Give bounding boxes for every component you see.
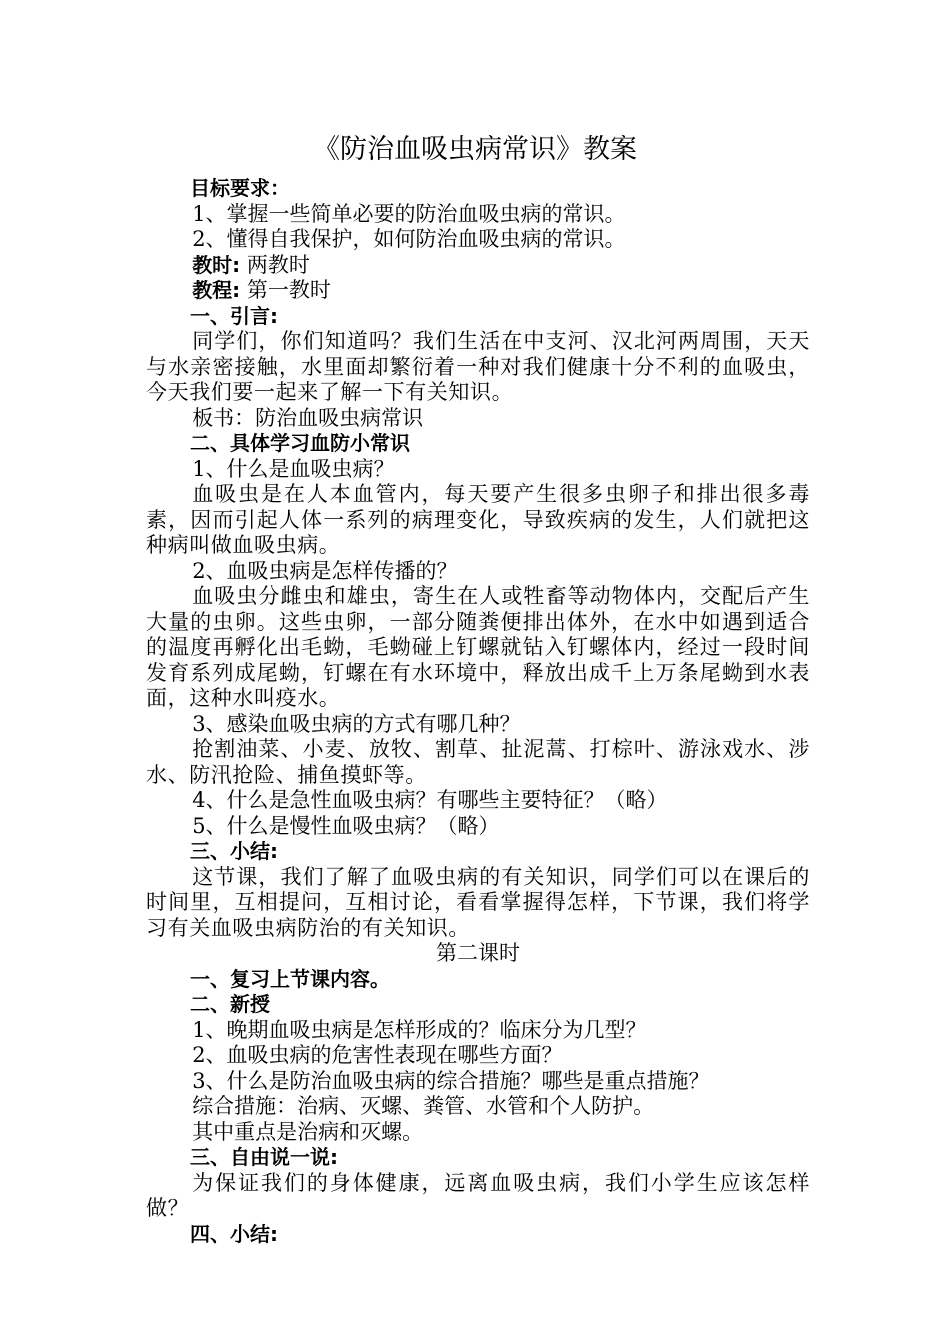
section-intro-paragraph: 同学们，你们知道吗？我们生活在中支河、汉北河两周围，天天与水亲密接触，水里面却繁衍着一种对我们健康十分不利的血吸虫，今天我们要一起来了解一下有关知识。 [146,329,810,404]
goal-item-2: 2、懂得自我保护，如何防治血吸虫病的常识。 [192,227,626,251]
teaching-process-value: 第一教时 [246,278,331,302]
goal-heading: 目标要求： [190,176,290,200]
answer-3: 抢割油菜、小麦、放牧、割草、扯泥蒿、打棕叶、游泳戏水、涉水、防汛抢险、捕鱼摸虾等。 [146,737,810,787]
lesson-2-question-1: 1、晚期血吸虫病是怎样形成的？临床分为几型？ [192,1017,647,1042]
teaching-hours-value: 两教时 [246,252,310,277]
question-2: 2、血吸虫病是怎样传播的？ [192,558,458,583]
teaching-process-label: 教程: [192,278,241,302]
goal-item-1: 1、掌握一些简单必要的防治血吸虫病的常识。 [192,201,626,226]
lesson-2-measures: 综合措施：治病、灭螺、粪管、水管和个人防护。 [192,1094,655,1118]
question-5: 5、什么是慢性血吸虫病？（略） [192,813,500,838]
section-summary-paragraph: 这节课，我们了解了血吸虫病的有关知识，同学们可以在课后的时间里，互相提问，互相讨论，看看掌握得怎样，下节课，我们将学习有关血吸虫病防治的有关知识。 [146,864,810,940]
lesson-2-review-heading: 一、复习上节课内容。 [190,966,390,991]
section-intro-heading: 一、引言: [190,303,278,328]
section-study-heading: 二、具体学习血防小常识 [190,431,410,455]
question-4: 4、什么是急性血吸虫病？有哪些主要特征？（略） [192,788,668,812]
document-body [146,176,810,1247]
document-title: 《防治血吸虫病常识》教案 [313,134,637,165]
section-summary-heading: 三、小结: [190,839,278,863]
lesson-2-discussion-paragraph: 为保证我们的身体健康，远离血吸虫病，我们小学生应该怎样做？ [146,1170,810,1220]
lesson-2-question-3: 3、什么是防治血吸虫病的综合措施？哪些是重点措施？ [192,1068,710,1093]
lesson-2-discussion-heading: 三、自由说一说: [190,1145,338,1169]
question-3: 3、感染血吸虫病的方式有哪几种？ [192,711,521,736]
teaching-hours [146,253,810,279]
blackboard-note: 板书：防治血吸虫病常识 [192,405,424,430]
lesson-2-summary-heading: 四、小结: [190,1221,278,1246]
lesson-2-key-measures: 其中重点是治病和灭螺。 [192,1119,424,1144]
teaching-process [146,278,810,304]
question-1: 1、什么是血吸虫病？ [192,456,395,481]
answer-2: 血吸虫分雌虫和雄虫，寄生在人或牲畜等动物体内，交配后产生大量的虫卵。这些虫卵，一部分随粪便排出体外，在水中如遇到适合的温度再孵化出毛蚴，毛蚴碰上钉螺就钻入钉螺体内，经过一段时间发育系列成尾蚴，钉螺在有水环境中，释放出成千上万条尾蚴到水表面，这种水叫疫水。 [146,584,810,710]
lesson-2-question-2: 2、血吸虫病的危害性表现在哪些方面？ [192,1043,563,1067]
answer-1: 血吸虫是在人本血管内，每天要产生很多虫卵子和排出很多毒素，因而引起人体一系列的病理变化，导致疾病的发生，人们就把这种病叫做血吸虫病。 [146,482,810,557]
lesson-2-new-heading: 二、新授 [190,992,270,1016]
lesson-2-heading: 第二课时 [436,941,520,965]
teaching-hours-label: 教时: [192,252,241,277]
